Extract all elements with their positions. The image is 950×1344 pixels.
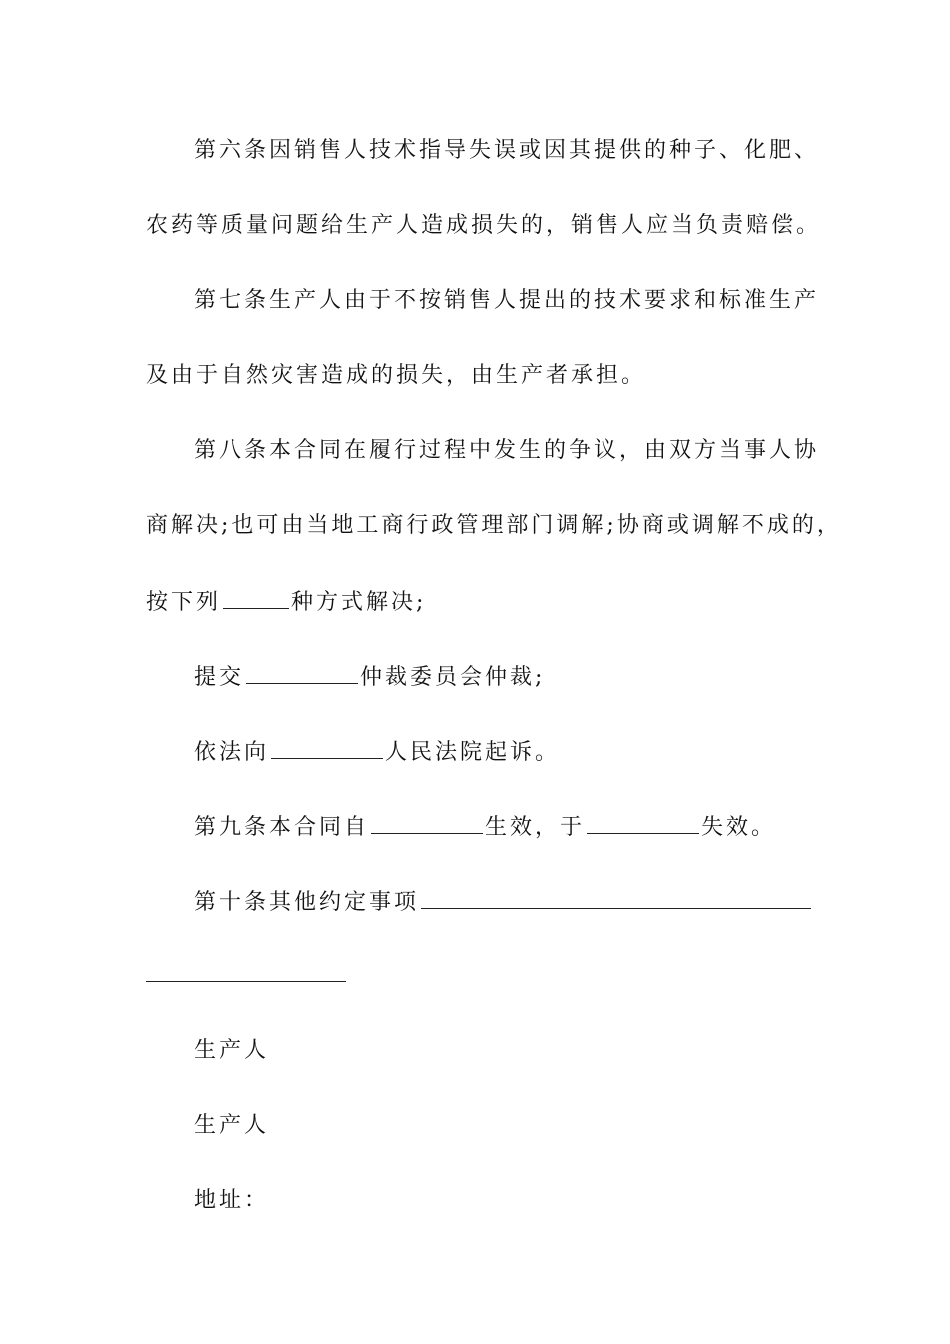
article-9 <box>194 811 776 843</box>
option-lawsuit <box>194 736 560 768</box>
article-8-method-suffix: 种方式解决; <box>291 590 427 615</box>
article-9-suffix: 失效。 <box>701 815 777 840</box>
article-9-middle: 生效，于 <box>485 815 586 840</box>
lawsuit-suffix: 人民法院起诉。 <box>385 740 561 765</box>
lawsuit-prefix: 依法向 <box>194 740 270 765</box>
arbitration-prefix: 提交 <box>194 665 245 690</box>
method-count-blank <box>223 586 289 609</box>
article-8-line-1: 第八条本合同在履行过程中发生的争议，由双方当事人协 <box>194 438 820 463</box>
article-7-line-2: 及由于自然灾害造成的损失，由生产者承担。 <box>146 363 647 388</box>
effective-date-blank <box>371 811 483 834</box>
signature-producer-2: 生产人 <box>194 1113 270 1138</box>
other-matters-blank <box>421 886 811 909</box>
signature-producer-1: 生产人 <box>194 1038 270 1063</box>
court-blank <box>271 736 383 759</box>
article-6-line-2: 农药等质量问题给生产人造成损失的，销售人应当负责赔偿。 <box>146 213 822 238</box>
address-label: 地址： <box>194 1188 270 1213</box>
expiry-date-blank <box>587 811 699 834</box>
article-7-line-1: 第七条生产人由于不按销售人提出的技术要求和标准生产 <box>194 288 820 313</box>
article-10 <box>194 886 813 918</box>
arbitration-committee-blank <box>246 661 358 684</box>
article-8-line-3 <box>146 586 426 618</box>
article-8-method-prefix: 按下列 <box>146 590 222 615</box>
article-9-prefix: 第九条本合同自 <box>194 815 370 840</box>
article-8-line-2: 商解决;也可由当地工商行政管理部门调解;协商或调解不成的， <box>146 513 842 538</box>
arbitration-suffix: 仲裁委员会仲裁; <box>360 665 546 690</box>
option-arbitration <box>194 661 545 693</box>
article-10-label: 第十条其他约定事项 <box>194 890 420 915</box>
article-6-line-1: 第六条因销售人技术指导失误或因其提供的种子、化肥、 <box>194 138 820 163</box>
other-matters-continuation-line <box>146 981 346 982</box>
